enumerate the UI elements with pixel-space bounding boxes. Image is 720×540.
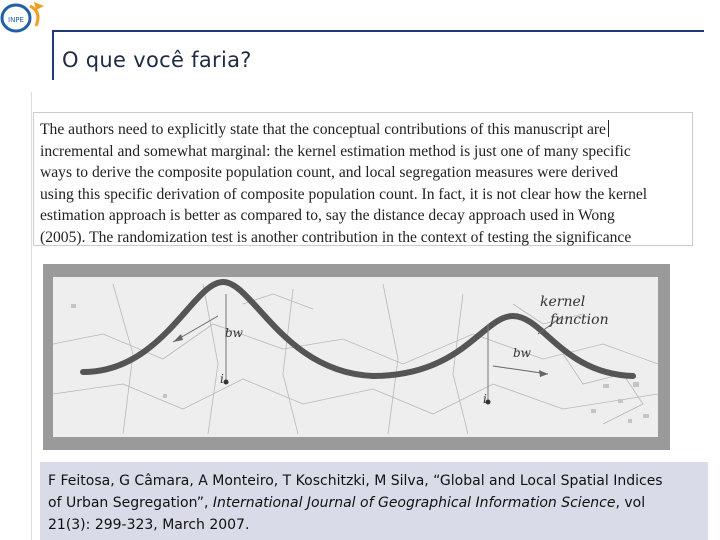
kernel-function-figure: [43, 264, 670, 450]
citation-box: [40, 462, 708, 540]
text-cursor: [608, 120, 609, 137]
left-divider: [31, 92, 32, 540]
review-line: (2005). The randomization test is another contribution in the context of testing the significance: [40, 228, 632, 246]
inpe-logo: [0, 0, 46, 36]
review-text: [40, 119, 692, 248]
bandwidth-label-left: bw: [225, 326, 243, 340]
review-line: using this specific derivation of composite population count. In fact, it is not clear how the kernel: [40, 185, 648, 203]
point-label-right: i: [483, 392, 487, 406]
point-label-left: i: [220, 372, 224, 386]
citation-line: of Urban Segregation”, International Journal of Geographical Information Science, vol: [48, 495, 646, 511]
review-line: estimation approach is better as compared to, say the distance decay approach used in Wong: [40, 207, 615, 224]
review-line: incremental and somewhat marginal: the kernel estimation method is just one of many specific: [40, 142, 631, 160]
journal-name: International Journal of Geographical Information Science: [212, 495, 616, 511]
review-line: The authors need to explicitly state that the conceptual contributions of this manuscript are: [40, 119, 692, 141]
citation-text: [48, 470, 703, 536]
kernel-label: kernel: [540, 294, 586, 310]
slide-title: O que você faria?: [62, 48, 252, 72]
citation-line: 21(3): 299-323, March 2007.: [48, 517, 250, 533]
function-label: function: [550, 312, 609, 328]
kernel-illustration: [43, 264, 670, 450]
review-line: ways to derive the composite population count, and local segregation measures were derived: [40, 164, 619, 181]
citation-line: F Feitosa, G Câmara, A Monteiro, T Koschitzki, M Silva, “Global and Local Spatial Indices: [48, 473, 663, 489]
review-excerpt: [33, 112, 693, 246]
bandwidth-label-right: bw: [513, 346, 531, 360]
svg-text:INPE: INPE: [8, 16, 24, 24]
